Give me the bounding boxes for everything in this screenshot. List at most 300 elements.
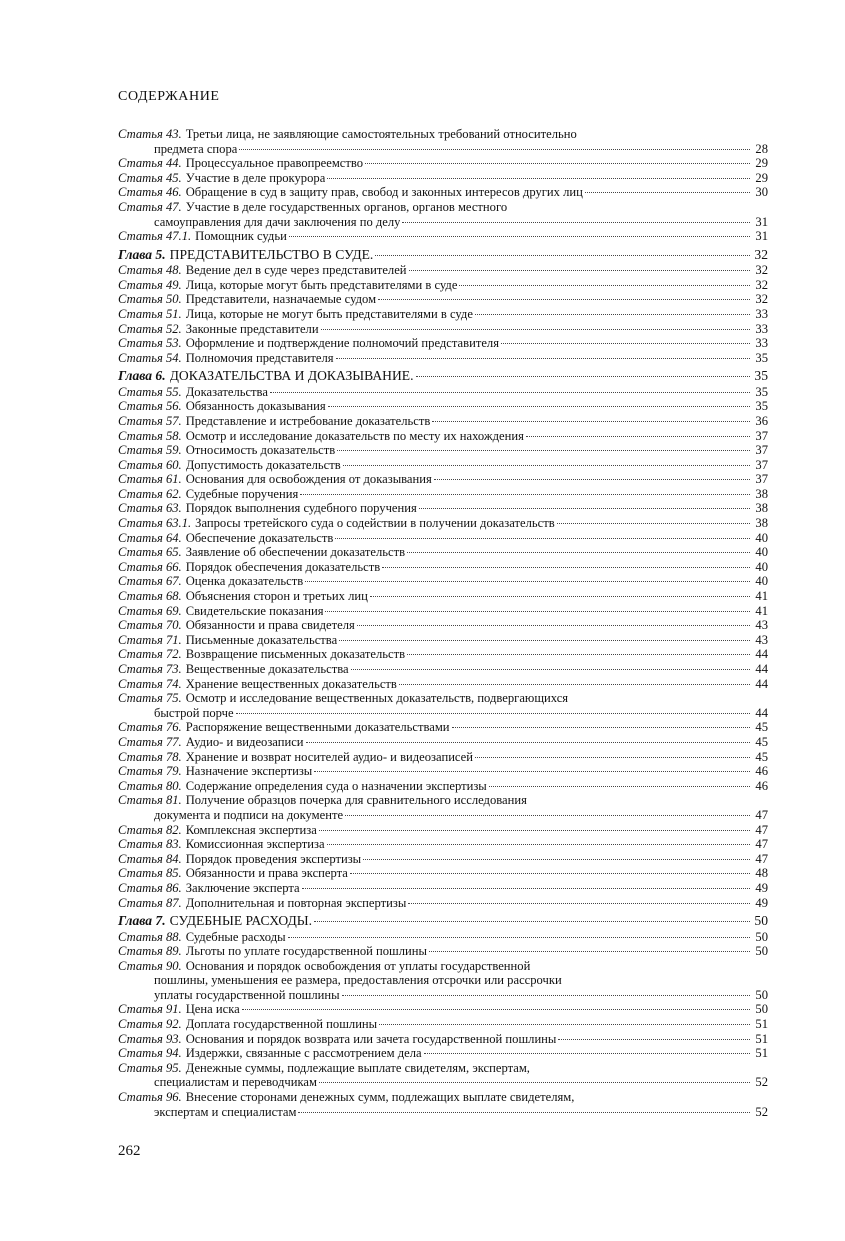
toc-entry-label: Статья 87. bbox=[118, 895, 182, 910]
toc-article-entry[interactable] bbox=[118, 307, 768, 322]
dot-leader bbox=[416, 376, 751, 377]
toc-page-number: 50 bbox=[755, 1002, 768, 1017]
dot-leader bbox=[242, 1009, 750, 1010]
dot-leader bbox=[557, 523, 750, 524]
toc-entry-title: Содержание определения суда о назначении экспертизы bbox=[185, 778, 487, 793]
toc-article-entry[interactable] bbox=[118, 292, 768, 307]
dot-leader bbox=[289, 236, 750, 237]
dot-leader bbox=[350, 873, 750, 874]
toc-entry-title: ДОКАЗАТЕЛЬСТВА И ДОКАЗЫВАНИЕ. bbox=[169, 368, 414, 384]
toc-entry-title: Помощник судьи bbox=[195, 229, 287, 244]
dot-leader bbox=[429, 951, 750, 952]
toc-page-number: 33 bbox=[755, 336, 768, 351]
toc-entry-label: Статья 92. bbox=[118, 1017, 182, 1032]
toc-article-entry[interactable] bbox=[118, 531, 768, 546]
toc-article-entry[interactable] bbox=[118, 336, 768, 351]
dot-leader bbox=[327, 844, 750, 845]
toc-entry-title: быстрой порче bbox=[154, 705, 234, 720]
toc-entry-label: Статья 68. bbox=[118, 589, 182, 604]
toc-page-number: 35 bbox=[755, 399, 768, 414]
toc-article-entry[interactable] bbox=[118, 823, 768, 838]
toc-page-number: 41 bbox=[755, 589, 768, 604]
toc-page-number: 45 bbox=[755, 734, 768, 749]
toc-entry-title: Участие в деле государственных органов, органов местного bbox=[185, 199, 508, 214]
toc-article-entry[interactable] bbox=[118, 560, 768, 575]
toc-entry-title: Дополнительная и повторная экспертизы bbox=[185, 895, 407, 910]
dot-leader bbox=[419, 508, 750, 509]
toc-page-number: 31 bbox=[755, 229, 768, 244]
toc-entry-title: Распоряжение вещественными доказательствами bbox=[185, 720, 450, 735]
toc-article-entry[interactable] bbox=[118, 677, 768, 692]
toc-article-entry[interactable] bbox=[118, 930, 768, 945]
toc-entry-label: Статья 74. bbox=[118, 676, 182, 691]
toc-entry-label: Статья 91. bbox=[118, 1002, 182, 1017]
toc-page-number: 50 bbox=[754, 913, 768, 929]
dot-leader bbox=[288, 937, 750, 938]
dot-leader bbox=[325, 611, 750, 612]
toc-entry-title: Вещественные доказательства bbox=[185, 662, 349, 676]
toc-entry-label: Статья 66. bbox=[118, 559, 182, 574]
toc-page-number: 52 bbox=[755, 1104, 768, 1119]
toc-entry-label: Статья 63. bbox=[118, 501, 182, 516]
toc-entry-title: Осмотр и исследование вещественных доказательств, подвергающихся bbox=[185, 691, 569, 706]
toc-article-entry[interactable] bbox=[118, 200, 768, 229]
toc-entry-title: Лица, которые могут быть представителями в суде bbox=[185, 277, 458, 292]
toc-entry-label: Статья 93. bbox=[118, 1031, 182, 1046]
toc-page-number: 28 bbox=[755, 141, 768, 156]
toc-entry-label: Статья 43. bbox=[118, 127, 182, 141]
toc-page-number: 44 bbox=[755, 662, 768, 676]
toc-article-entry[interactable] bbox=[118, 647, 768, 662]
toc-entry-title: документа и подписи на документе bbox=[154, 807, 344, 822]
toc-entry-title: Основания и порядок освобождения от уплаты государственной bbox=[185, 958, 531, 973]
toc-page-number: 35 bbox=[754, 368, 768, 384]
toc-page-number: 47 bbox=[755, 807, 768, 822]
dot-leader bbox=[321, 329, 750, 330]
toc-page-number: 36 bbox=[755, 413, 768, 428]
toc-entry-label: Статья 50. bbox=[118, 292, 182, 307]
toc-page-number: 50 bbox=[755, 944, 768, 959]
toc-article-entry[interactable] bbox=[118, 385, 768, 400]
toc-page-number: 37 bbox=[755, 428, 768, 443]
toc-page-number: 29 bbox=[755, 156, 768, 171]
toc-entry-title: Законные представители bbox=[185, 321, 319, 336]
dot-leader bbox=[585, 192, 750, 193]
toc-entry-title: Осмотр и исследование доказательств по месту их нахождения bbox=[185, 428, 524, 443]
toc-chapter-entry[interactable] bbox=[118, 247, 768, 262]
toc-page-number: 44 bbox=[755, 676, 768, 691]
toc-article-entry[interactable] bbox=[118, 959, 768, 1003]
toc-entry-title: Объяснения сторон и третьих лиц bbox=[185, 589, 368, 604]
toc-article-entry[interactable] bbox=[118, 501, 768, 516]
toc-entry-label: Глава 5. bbox=[118, 246, 166, 262]
toc-page-number: 47 bbox=[755, 851, 768, 866]
toc-page-number: 45 bbox=[755, 749, 768, 764]
toc-entry-label: Статья 71. bbox=[118, 632, 182, 647]
toc-article-entry[interactable] bbox=[118, 720, 768, 735]
toc-entry-title: Основания и порядок возврата или зачета государственной пошлины bbox=[185, 1031, 557, 1046]
toc-article-entry[interactable] bbox=[118, 322, 768, 337]
toc-entry-label: Статья 78. bbox=[118, 749, 182, 764]
toc-chapter-entry[interactable] bbox=[118, 913, 768, 928]
toc-page-number: 38 bbox=[755, 486, 768, 501]
toc-page-number: 40 bbox=[755, 545, 768, 560]
toc-entry-label: Статья 88. bbox=[118, 929, 182, 944]
toc-page-number: 44 bbox=[755, 705, 768, 720]
toc-entry-title: Лица, которые не могут быть представителями в суде bbox=[185, 306, 473, 321]
toc-entry-title: Представители, назначаемые судом bbox=[185, 292, 377, 307]
dot-leader bbox=[239, 149, 750, 150]
toc-page-number: 46 bbox=[755, 764, 768, 779]
toc-article-entry[interactable] bbox=[118, 1046, 768, 1061]
toc-entry-label: Статья 57. bbox=[118, 413, 182, 428]
toc-article-entry[interactable] bbox=[118, 750, 768, 765]
toc-entry-label: Статья 67. bbox=[118, 574, 182, 589]
toc-page-number: 51 bbox=[755, 1031, 768, 1046]
toc-entry-label: Статья 65. bbox=[118, 545, 182, 560]
toc-entry-title: Хранение и возврат носителей аудио- и видеозаписей bbox=[185, 749, 474, 764]
toc-entry-label: Статья 47.1. bbox=[118, 229, 192, 244]
dot-leader bbox=[409, 270, 750, 271]
toc-entry-label: Статья 55. bbox=[118, 384, 182, 399]
toc-entry-label: Статья 76. bbox=[118, 720, 182, 735]
dot-leader bbox=[343, 465, 750, 466]
toc-article-entry[interactable] bbox=[118, 881, 768, 896]
toc-entry-title: Комиссионная экспертиза bbox=[185, 837, 325, 852]
toc-entry-title: Обязанность доказывания bbox=[185, 399, 326, 414]
toc-entry-title: Обеспечение доказательств bbox=[185, 530, 334, 545]
dot-leader bbox=[337, 450, 750, 451]
toc-article-entry[interactable] bbox=[118, 351, 768, 366]
toc-entry-label: Статья 63.1. bbox=[118, 516, 192, 531]
toc-entry-title: Представление и истребование доказательств bbox=[185, 413, 431, 428]
toc-entry-title: Заключение эксперта bbox=[185, 880, 300, 895]
toc-entry-title: Процессуальное правопреемство bbox=[185, 156, 364, 171]
dot-leader bbox=[408, 903, 750, 904]
toc-page-number: 40 bbox=[755, 574, 768, 589]
toc-entry-title: Издержки, связанные с рассмотрением дела bbox=[185, 1046, 422, 1061]
toc-entry-label: Глава 7. bbox=[118, 913, 166, 929]
toc-page-number: 32 bbox=[755, 277, 768, 292]
toc-chapter-entry[interactable] bbox=[118, 368, 768, 383]
toc-entry-label: Статья 85. bbox=[118, 866, 182, 881]
dot-leader bbox=[298, 1112, 750, 1113]
toc-article-entry[interactable] bbox=[118, 852, 768, 867]
toc-article-entry[interactable] bbox=[118, 589, 768, 604]
dot-leader bbox=[342, 995, 750, 996]
toc-article-entry[interactable] bbox=[118, 691, 768, 720]
toc-article-entry[interactable] bbox=[118, 633, 768, 648]
toc-entry-title: Обращение в суд в защиту прав, свобод и законных интересов других лиц bbox=[185, 185, 583, 200]
dot-leader bbox=[270, 392, 750, 393]
toc-entry-label: Статья 45. bbox=[118, 170, 182, 185]
dot-leader bbox=[370, 596, 750, 597]
toc-entry-title: Обязанности и права эксперта bbox=[185, 866, 348, 881]
toc-entry-label: Статья 73. bbox=[118, 662, 182, 676]
toc-page-number: 32 bbox=[754, 246, 768, 262]
toc-entry-label: Статья 96. bbox=[118, 1090, 182, 1105]
toc-entry-label: Статья 60. bbox=[118, 457, 182, 472]
toc-entry-label: Статья 95. bbox=[118, 1060, 182, 1075]
toc-page-number: 41 bbox=[755, 603, 768, 618]
toc-entry-label: Статья 46. bbox=[118, 185, 182, 200]
dot-leader bbox=[501, 343, 750, 344]
toc-article-entry[interactable] bbox=[118, 1061, 768, 1090]
toc-article-entry[interactable] bbox=[118, 896, 768, 911]
dot-leader bbox=[475, 757, 750, 758]
toc-page-number: 38 bbox=[755, 516, 768, 531]
running-header: СОДЕРЖАНИЕ bbox=[118, 89, 220, 104]
toc-article-entry[interactable] bbox=[118, 458, 768, 473]
toc-article-entry[interactable] bbox=[118, 1002, 768, 1017]
toc-page-number: 37 bbox=[755, 457, 768, 472]
toc-page-number: 47 bbox=[755, 822, 768, 837]
dot-leader bbox=[319, 1082, 750, 1083]
toc-page-number: 38 bbox=[755, 501, 768, 516]
toc-article-entry[interactable] bbox=[118, 127, 768, 156]
toc-article-entry[interactable] bbox=[118, 837, 768, 852]
toc-page-number: 49 bbox=[755, 880, 768, 895]
toc-entry-title: Аудио- и видеозаписи bbox=[185, 734, 304, 749]
toc-entry-title: пошлины, уменьшения ее размера, предоставления отсрочки или рассрочки bbox=[154, 973, 562, 988]
toc-entry-label: Статья 80. bbox=[118, 778, 182, 793]
toc-entry-title: Комплексная экспертиза bbox=[185, 822, 317, 837]
toc-entry-title: Основания для освобождения от доказывания bbox=[185, 472, 432, 487]
toc-entry-title: Заявление об обеспечении доказательств bbox=[185, 545, 406, 560]
toc-page-number: 52 bbox=[755, 1075, 768, 1090]
toc-entry-label: Статья 79. bbox=[118, 764, 182, 779]
toc-article-entry[interactable] bbox=[118, 1090, 768, 1119]
dot-leader bbox=[314, 921, 750, 922]
toc-article-entry[interactable] bbox=[118, 944, 768, 959]
dot-leader bbox=[335, 538, 750, 539]
dot-leader bbox=[379, 1024, 750, 1025]
table-of-contents bbox=[118, 127, 768, 1119]
toc-entry-title: Ведение дел в суде через представителей bbox=[185, 263, 407, 278]
toc-page-number: 45 bbox=[755, 720, 768, 735]
toc-entry-title: Третьи лица, не заявляющие самостоятельных требований относительно bbox=[185, 127, 577, 141]
toc-entry-title: Назначение экспертизы bbox=[185, 764, 313, 779]
toc-article-entry[interactable] bbox=[118, 263, 768, 278]
toc-entry-title: Запросы третейского суда о содействии в получении доказательств bbox=[195, 516, 555, 531]
toc-article-entry[interactable] bbox=[118, 662, 768, 677]
toc-article-entry[interactable] bbox=[118, 185, 768, 200]
toc-page-number: 47 bbox=[755, 837, 768, 852]
toc-page-number: 29 bbox=[755, 170, 768, 185]
toc-page-number: 51 bbox=[755, 1017, 768, 1032]
toc-entry-label: Статья 44. bbox=[118, 156, 182, 171]
toc-entry-title: специалистам и переводчикам bbox=[154, 1075, 317, 1090]
toc-article-entry[interactable] bbox=[118, 171, 768, 186]
toc-page-number: 35 bbox=[755, 350, 768, 365]
toc-entry-label: Глава 6. bbox=[118, 368, 166, 384]
toc-entry-title: уплаты государственной пошлины bbox=[154, 987, 340, 1002]
toc-page-number: 35 bbox=[755, 384, 768, 399]
dot-leader bbox=[399, 684, 750, 685]
toc-entry-label: Статья 83. bbox=[118, 837, 182, 852]
toc-article-entry[interactable] bbox=[118, 793, 768, 822]
toc-entry-title: Льготы по уплате государственной пошлины bbox=[185, 944, 427, 959]
dot-leader bbox=[328, 406, 750, 407]
toc-entry-title: Участие в деле прокурора bbox=[185, 170, 326, 185]
toc-article-entry[interactable] bbox=[118, 866, 768, 881]
toc-entry-label: Статья 70. bbox=[118, 618, 182, 633]
dot-leader bbox=[378, 299, 750, 300]
toc-entry-label: Статья 51. bbox=[118, 306, 182, 321]
dot-leader bbox=[407, 654, 750, 655]
dot-leader bbox=[300, 494, 750, 495]
dot-leader bbox=[558, 1039, 750, 1040]
toc-entry-title: СУДЕБНЫЕ РАСХОДЫ. bbox=[169, 913, 313, 929]
toc-article-entry[interactable] bbox=[118, 764, 768, 779]
toc-entry-label: Статья 75. bbox=[118, 691, 182, 706]
toc-page-number: 30 bbox=[755, 185, 768, 200]
toc-entry-label: Статья 52. bbox=[118, 321, 182, 336]
dot-leader bbox=[407, 552, 750, 553]
toc-page-number: 48 bbox=[755, 866, 768, 881]
toc-page-number: 33 bbox=[755, 321, 768, 336]
toc-page-number: 50 bbox=[755, 929, 768, 944]
toc-article-entry[interactable] bbox=[118, 604, 768, 619]
toc-entry-title: Оформление и подтверждение полномочий представителя bbox=[185, 336, 499, 351]
dot-leader bbox=[432, 421, 750, 422]
toc-entry-label: Статья 54. bbox=[118, 350, 182, 365]
toc-entry-label: Статья 47. bbox=[118, 199, 182, 214]
dot-leader bbox=[459, 285, 750, 286]
toc-article-entry[interactable] bbox=[118, 574, 768, 589]
dot-leader bbox=[434, 479, 750, 480]
toc-entry-label: Статья 77. bbox=[118, 734, 182, 749]
toc-entry-label: Статья 69. bbox=[118, 603, 182, 618]
toc-entry-title: Доплата государственной пошлины bbox=[185, 1017, 378, 1032]
toc-entry-label: Статья 94. bbox=[118, 1046, 182, 1061]
dot-leader bbox=[351, 669, 750, 670]
toc-entry-title: Судебные расходы bbox=[185, 929, 286, 944]
toc-entry-label: Статья 82. bbox=[118, 822, 182, 837]
toc-entry-title: Оценка доказательств bbox=[185, 574, 304, 589]
toc-entry-title: Судебные поручения bbox=[185, 486, 299, 501]
dot-leader bbox=[306, 742, 750, 743]
toc-entry-label: Статья 84. bbox=[118, 851, 182, 866]
dot-leader bbox=[302, 888, 750, 889]
toc-page-number: 32 bbox=[755, 263, 768, 278]
toc-entry-label: Статья 48. bbox=[118, 263, 182, 278]
toc-entry-title: Порядок проведения экспертизы bbox=[185, 851, 362, 866]
toc-entry-title: Порядок обеспечения доказательств bbox=[185, 559, 381, 574]
toc-article-entry[interactable] bbox=[118, 779, 768, 794]
dot-leader bbox=[236, 713, 750, 714]
dot-leader bbox=[475, 314, 750, 315]
dot-leader bbox=[314, 771, 750, 772]
toc-article-entry[interactable] bbox=[118, 414, 768, 429]
dot-leader bbox=[452, 727, 750, 728]
toc-article-entry[interactable] bbox=[118, 399, 768, 414]
toc-entry-title: Обязанности и права свидетеля bbox=[185, 618, 355, 633]
page-number: 262 bbox=[118, 1143, 141, 1159]
toc-article-entry[interactable] bbox=[118, 156, 768, 171]
toc-page-number: 40 bbox=[755, 530, 768, 545]
toc-page-number: 31 bbox=[755, 214, 768, 229]
toc-article-entry[interactable] bbox=[118, 443, 768, 458]
dot-leader bbox=[345, 815, 750, 816]
toc-entry-label: Статья 90. bbox=[118, 958, 182, 973]
toc-entry-title: Полномочия представителя bbox=[185, 350, 334, 365]
toc-entry-label: Статья 53. bbox=[118, 336, 182, 351]
toc-entry-label: Статья 58. bbox=[118, 428, 182, 443]
dot-leader bbox=[526, 436, 750, 437]
dot-leader bbox=[363, 859, 750, 860]
toc-entry-title: Цена иска bbox=[185, 1002, 240, 1017]
toc-article-entry[interactable] bbox=[118, 545, 768, 560]
toc-entry-label: Статья 62. bbox=[118, 486, 182, 501]
toc-page-number: 51 bbox=[755, 1046, 768, 1061]
toc-entry-title: Возвращение письменных доказательств bbox=[185, 647, 406, 662]
dot-leader bbox=[382, 567, 750, 568]
dot-leader bbox=[357, 625, 750, 626]
dot-leader bbox=[375, 255, 750, 256]
toc-entry-title: Порядок выполнения судебного поручения bbox=[185, 501, 417, 516]
toc-article-entry[interactable] bbox=[118, 618, 768, 633]
toc-entry-label: Статья 64. bbox=[118, 530, 182, 545]
dot-leader bbox=[402, 222, 750, 223]
dot-leader bbox=[339, 640, 750, 641]
toc-entry-title: Свидетельские показания bbox=[185, 603, 324, 618]
dot-leader bbox=[319, 830, 750, 831]
toc-entry-label: Статья 81. bbox=[118, 793, 182, 808]
toc-entry-title: Относимость доказательств bbox=[185, 443, 336, 458]
toc-page-number: 43 bbox=[755, 618, 768, 633]
toc-article-entry[interactable] bbox=[118, 278, 768, 293]
toc-page-number: 49 bbox=[755, 895, 768, 910]
toc-entry-title: ПРЕДСТАВИТЕЛЬСТВО В СУДЕ. bbox=[169, 246, 374, 262]
dot-leader bbox=[365, 163, 750, 164]
dot-leader bbox=[336, 358, 750, 359]
toc-page-number: 33 bbox=[755, 306, 768, 321]
toc-article-entry[interactable] bbox=[118, 516, 768, 531]
toc-entry-title: Внесение сторонами денежных сумм, подлежащих выплате свидетелям, bbox=[185, 1090, 575, 1105]
toc-entry-title: Письменные доказательства bbox=[185, 632, 338, 647]
toc-entry-label: Статья 61. bbox=[118, 472, 182, 487]
toc-article-entry[interactable] bbox=[118, 429, 768, 444]
toc-article-entry[interactable] bbox=[118, 735, 768, 750]
toc-page-number: 40 bbox=[755, 559, 768, 574]
toc-article-entry[interactable] bbox=[118, 487, 768, 502]
toc-entry-title: Денежные суммы, подлежащие выплате свидетелям, экспертам, bbox=[185, 1060, 530, 1075]
toc-entry-title: Получение образцов почерка для сравнительного исследования bbox=[185, 793, 527, 808]
toc-entry-label: Статья 89. bbox=[118, 944, 182, 959]
toc-entry-title: Допустимость доказательств bbox=[185, 457, 341, 472]
dot-leader bbox=[327, 178, 750, 179]
toc-article-entry[interactable] bbox=[118, 1017, 768, 1032]
toc-entry-label: Статья 72. bbox=[118, 647, 182, 662]
dot-leader bbox=[424, 1053, 750, 1054]
dot-leader bbox=[305, 581, 750, 582]
toc-entry-title: Доказательства bbox=[185, 384, 268, 399]
toc-article-entry[interactable] bbox=[118, 229, 768, 244]
toc-entry-title: Хранение вещественных доказательств bbox=[185, 676, 397, 691]
toc-entry-title: предмета спора bbox=[154, 141, 238, 156]
toc-entry-label: Статья 86. bbox=[118, 880, 182, 895]
toc-article-entry[interactable] bbox=[118, 472, 768, 487]
toc-page-number: 44 bbox=[755, 647, 768, 662]
toc-page-number: 32 bbox=[755, 292, 768, 307]
toc-article-entry[interactable] bbox=[118, 1032, 768, 1047]
dot-leader bbox=[489, 786, 750, 787]
toc-entry-title: экспертам и специалистам bbox=[154, 1104, 297, 1119]
toc-page-number: 50 bbox=[755, 987, 768, 1002]
toc-page-number: 46 bbox=[755, 778, 768, 793]
toc-page-number: 43 bbox=[755, 632, 768, 647]
